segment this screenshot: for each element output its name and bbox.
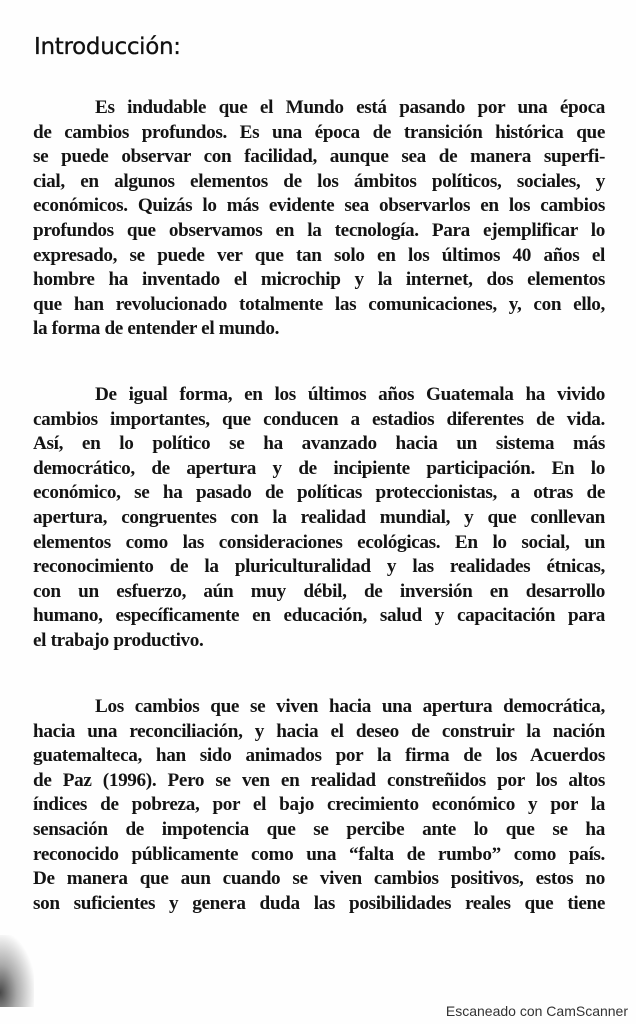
text-line: reconocimiento de la pluriculturalidad y las realidades étnicas, xyxy=(33,556,605,578)
text-line: sensación de impotencia que se percibe ante lo que se ha xyxy=(33,818,605,840)
text-line: el trabajo productivo. xyxy=(33,629,204,651)
text-line: con un esfuerzo, aún muy débil, de inversión en desarrollo xyxy=(33,580,605,602)
text-line: se puede observar con facilidad, aunque sea de manera superfi- xyxy=(33,146,605,168)
text-line: cambios importantes, que conducen a estadios diferentes de vida. xyxy=(33,408,605,430)
paragraph-3 xyxy=(33,695,605,916)
text-line: De igual forma, en los últimos años Guatemala ha vivido xyxy=(95,384,605,405)
paragraph-2 xyxy=(33,383,605,654)
text-line: económicos. Quizás lo más evidente sea observarlos en los cambios xyxy=(33,195,605,217)
text-line: que han revolucionado totalmente las comunicaciones, y, con ello, xyxy=(33,293,605,315)
text-line: apertura, congruentes con la realidad mundial, y que conllevan xyxy=(33,506,605,528)
text-line: la forma de entender el mundo. xyxy=(33,318,280,340)
text-line: cial, en algunos elementos de los ámbitos políticos, sociales, y xyxy=(33,170,605,192)
text-line: Es indudable que el Mundo está pasando por una época xyxy=(95,97,605,118)
text-line: Los cambios que se viven hacia una apertura democrática, xyxy=(95,696,605,717)
text-line: guatemalteca, han sido animados por la firma de los Acuerdos xyxy=(33,745,605,767)
scan-edge-shadow xyxy=(0,935,34,1007)
paragraph-1 xyxy=(33,96,605,342)
text-line: hombre ha inventado el microchip y la internet, dos elementos xyxy=(33,269,605,291)
text-line: De manera que aun cuando se viven cambios positivos, estos no xyxy=(33,868,605,890)
text-line: hacia una reconciliación, y hacia el deseo de construir la nación xyxy=(33,720,605,742)
section-heading: Introducción: xyxy=(34,34,181,60)
text-line: democrático, de apertura y de incipiente participación. En lo xyxy=(33,457,605,479)
text-line: expresado, se puede ver que tan solo en los últimos 40 años el xyxy=(33,244,605,266)
text-line: de cambios profundos. Es una época de transición histórica que xyxy=(33,121,605,143)
camscanner-watermark: Escaneado con CamScanner xyxy=(445,1003,628,1019)
text-line: reconocido públicamente como una “falta de rumbo” como país. xyxy=(33,843,605,865)
text-line: son suficientes y genera duda las posibilidades reales que tiene xyxy=(33,892,605,914)
text-line: humano, específicamente en educación, salud y capacitación para xyxy=(33,605,605,627)
text-line: económico, se ha pasado de políticas proteccionistas, a otras de xyxy=(33,482,605,504)
text-line: de Paz (1996). Pero se ven en realidad constreñidos por los altos xyxy=(33,769,605,791)
text-line: elementos como las consideraciones ecológicas. En lo social, un xyxy=(33,531,605,553)
text-line: profundos que observamos en la tecnología. Para ejemplificar lo xyxy=(33,219,605,241)
text-line: Así, en lo político se ha avanzado hacia un sistema más xyxy=(33,433,605,455)
text-line: índices de pobreza, por el bajo crecimiento económico y por la xyxy=(33,794,605,816)
